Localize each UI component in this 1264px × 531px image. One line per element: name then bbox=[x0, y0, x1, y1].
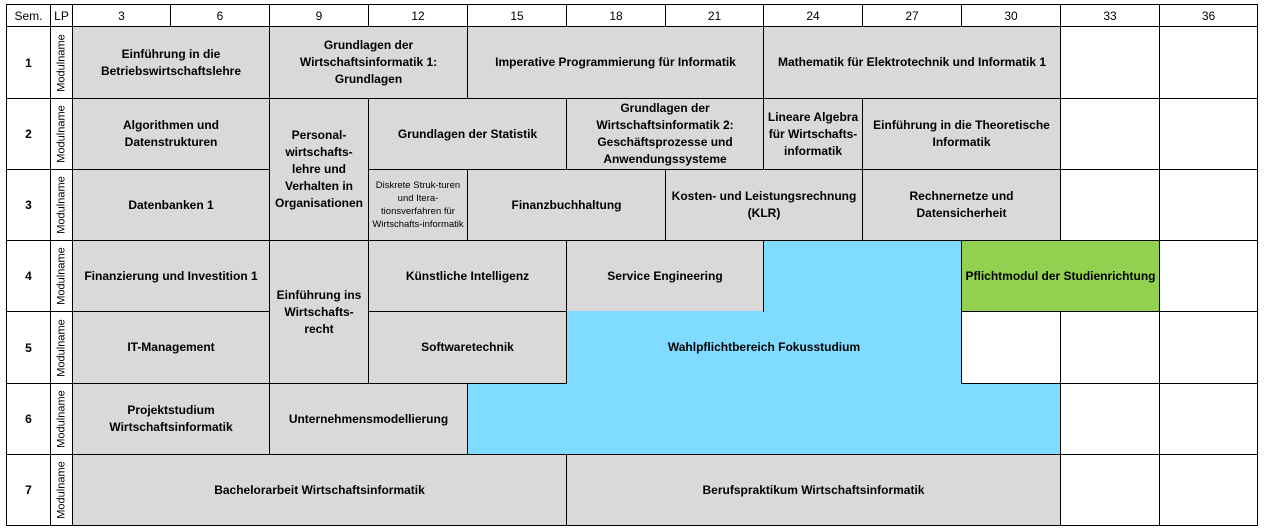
empty-cell bbox=[1159, 26, 1258, 99]
header-lp-12: 12 bbox=[368, 4, 468, 27]
wahlpflicht-outline-bottom bbox=[467, 383, 1061, 455]
empty-cell bbox=[1060, 311, 1160, 384]
module-imperative-programmierung: Imperative Programmierung für Informatik bbox=[467, 26, 764, 99]
empty-cell bbox=[1159, 383, 1258, 455]
header-lp-15: 15 bbox=[467, 4, 567, 27]
row-side-label bbox=[50, 98, 73, 170]
module-lineare-algebra: Lineare Algebra für Wirtschafts-informatik bbox=[763, 98, 863, 170]
semester-7-label: 7 bbox=[6, 454, 51, 526]
row-side-label bbox=[50, 26, 73, 99]
module-pflichtmodul-studienrichtung: Pflichtmodul der Studienrichtung bbox=[961, 240, 1160, 312]
header-lp-27: 27 bbox=[862, 4, 962, 27]
semester-6-label: 6 bbox=[6, 383, 51, 455]
row-side-label bbox=[50, 454, 73, 526]
module-personalwirtschaftslehre: Personal-wirtschafts-lehre und Verhalten in Organisationen bbox=[269, 98, 369, 241]
module-unternehmensmodellierung: Unternehmensmodellierung bbox=[269, 383, 468, 455]
header-lp-30: 30 bbox=[961, 4, 1061, 27]
row-side-label-text: Modulname bbox=[55, 461, 68, 519]
empty-cell bbox=[1060, 169, 1160, 241]
semester-2-label: 2 bbox=[6, 98, 51, 170]
semester-1-label: 1 bbox=[6, 26, 51, 99]
header-lp-3: 3 bbox=[72, 4, 171, 27]
module-grundlagen-wi1: Grundlagen der Wirtschaftsinformatik 1: Grundlagen bbox=[269, 26, 468, 99]
empty-cell bbox=[1060, 26, 1160, 99]
empty-cell bbox=[1159, 311, 1258, 384]
module-finanzbuchhaltung: Finanzbuchhaltung bbox=[467, 169, 666, 241]
header-lp-21: 21 bbox=[665, 4, 764, 27]
semester-5-label: 5 bbox=[6, 311, 51, 384]
module-datenbanken1: Datenbanken 1 bbox=[72, 169, 270, 241]
module-grundlagen-statistik: Grundlagen der Statistik bbox=[368, 98, 567, 170]
empty-cell bbox=[961, 311, 1061, 384]
row-side-label bbox=[50, 169, 73, 241]
header-lp-36: 36 bbox=[1159, 4, 1258, 27]
module-wahlpflichtbereich-fokusstudium: Wahlpflichtbereich Fokusstudium bbox=[566, 311, 962, 384]
module-theoretische-informatik: Einführung in die Theoretische Informatik bbox=[862, 98, 1061, 170]
module-rechnernetze: Rechnernetze und Datensicherheit bbox=[862, 169, 1061, 241]
header-lp: LP bbox=[50, 4, 73, 27]
empty-cell bbox=[1060, 98, 1160, 170]
module-klr: Kosten- und Leistungsrechnung (KLR) bbox=[665, 169, 863, 241]
row-side-label-text: Modulname bbox=[55, 105, 68, 163]
module-service-engineering: Service Engineering bbox=[566, 240, 764, 312]
module-mathematik-et-inf1: Mathematik für Elektrotechnik und Informatik 1 bbox=[763, 26, 1061, 99]
row-side-label bbox=[50, 383, 73, 455]
semester-3-label: 3 bbox=[6, 169, 51, 241]
row-side-label-text: Modulname bbox=[55, 390, 68, 448]
row-side-label-text: Modulname bbox=[55, 247, 68, 305]
module-algorithmen-datenstrukturen: Algorithmen und Datenstrukturen bbox=[72, 98, 270, 170]
header-sem: Sem. bbox=[6, 4, 51, 27]
row-side-label-text: Modulname bbox=[55, 176, 68, 234]
row-side-label bbox=[50, 311, 73, 384]
row-side-label-text: Modulname bbox=[55, 318, 68, 377]
header-lp-18: 18 bbox=[566, 4, 666, 27]
module-einfuehrung-bwl: Einführung in die Betriebswirtschaftslehre bbox=[72, 26, 270, 99]
wahlpflicht-outline-top bbox=[763, 240, 962, 312]
module-bachelorarbeit: Bachelorarbeit Wirtschaftsinformatik bbox=[72, 454, 567, 526]
header-lp-24: 24 bbox=[763, 4, 863, 27]
module-projektstudium: Projektstudium Wirtschaftsinformatik bbox=[72, 383, 270, 455]
module-it-management: IT-Management bbox=[72, 311, 270, 384]
module-grundlagen-wi2: Grundlagen der Wirtschaftsinformatik 2: Geschäftsprozesse und Anwendungssysteme bbox=[566, 98, 764, 170]
empty-cell bbox=[1060, 454, 1160, 526]
empty-cell bbox=[1159, 98, 1258, 170]
header-lp-6: 6 bbox=[170, 4, 270, 27]
row-side-label bbox=[50, 240, 73, 312]
empty-cell bbox=[1159, 169, 1258, 241]
semester-4-label: 4 bbox=[6, 240, 51, 312]
header-lp-9: 9 bbox=[269, 4, 369, 27]
header-lp-33: 33 bbox=[1060, 4, 1160, 27]
module-softwaretechnik: Softwaretechnik bbox=[368, 311, 567, 384]
row-side-label-text: Modulname bbox=[55, 33, 68, 92]
module-kuenstliche-intelligenz: Künstliche Intelligenz bbox=[368, 240, 567, 312]
module-wirtschaftsrecht: Einführung ins Wirtschafts-recht bbox=[269, 240, 369, 384]
module-finanzierung-investition: Finanzierung und Investition 1 bbox=[72, 240, 270, 312]
module-diskrete-strukturen: Diskrete Struk-turen und Itera-tionsverfahren für Wirtschafts-informatik bbox=[368, 169, 468, 241]
module-berufspraktikum: Berufspraktikum Wirtschaftsinformatik bbox=[566, 454, 1061, 526]
empty-cell bbox=[1159, 454, 1258, 526]
empty-cell bbox=[1159, 240, 1258, 312]
empty-cell bbox=[1060, 383, 1160, 455]
